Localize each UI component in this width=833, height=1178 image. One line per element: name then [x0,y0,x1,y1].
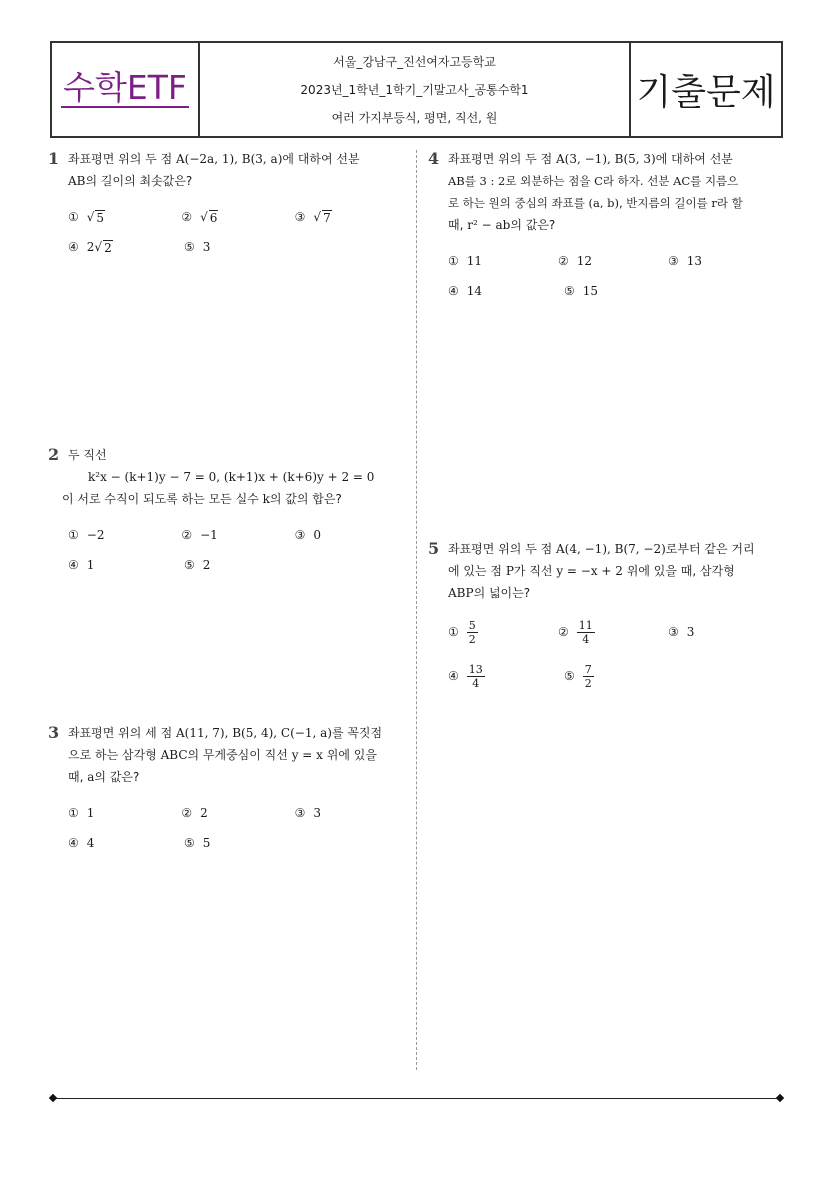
choice-3[interactable]: ③ 13 [668,254,703,268]
choice-1[interactable]: ① −2 [68,528,105,542]
logo: 수학ETF [63,67,187,107]
problem-3 [48,722,408,858]
point-p: P [505,564,514,578]
problem-text: 좌표평면 위의 두 점 [448,152,553,166]
choices [448,610,778,698]
problem-text: 가 직선 [513,564,553,578]
problem-text: 위에 있을 때, 삼각형 [626,564,735,578]
segment: AB [68,174,86,188]
triangle: ABC [160,748,188,762]
ratio: 3 : 2 [479,174,506,188]
problem-number: 2 [48,445,60,464]
problem-text: 좌표평면 위의 두 점 [68,152,173,166]
point-c: C [594,174,603,188]
problem-text: 좌표평면 위의 세 점 [68,726,173,740]
choices [68,798,408,858]
problem-number: 4 [428,149,440,168]
choice-5[interactable]: ⑤ 2 [184,558,211,572]
problem-text: 를 [464,174,476,188]
variable: r [711,196,717,210]
choice-5[interactable]: ⑤ 3 [184,240,211,254]
problem-text: 의 값의 합은? [269,492,342,506]
choice-3[interactable]: ③ 3 [668,625,695,639]
choices [68,202,408,262]
problem-5 [428,538,778,698]
problem-1 [48,148,408,262]
equation: k²x − (k+1)y − 7 = 0, (k+1)x + (k+6)y + 2 = 0 [88,470,375,484]
choice-2[interactable]: ② $\frac{11}{4}$ [558,618,593,646]
problem-text: 위에 있을 [326,748,377,762]
problem-text: 로 하는 원의 중심의 좌표를 [448,196,585,210]
problem-text: 의 값은? [94,770,140,784]
choice-5[interactable]: ⑤ 5 [184,836,211,850]
variable: k [262,492,270,506]
problem-text: 의 무게중심이 직선 [187,748,288,762]
problem-text: 를 꼭짓점 [331,726,383,740]
problem-2 [48,444,408,580]
variable: a [87,770,95,784]
problem-text: 로 외분하는 점을 [505,174,591,188]
choice-4[interactable]: ④ 2 √ 2 [68,240,112,255]
problem-text: 으로 하는 삼각형 [68,748,157,762]
exam-title: 2023년_1학년_1학기_기말고사_공통수학1 [300,82,529,97]
center-coord: (a, b) [588,196,619,210]
footer-rule [54,1098,780,1099]
choice-1[interactable]: ① √ 5 [68,210,105,225]
points: A(3, −1), B(5, 3) [556,152,656,166]
choice-5[interactable]: ⑤ 15 [564,284,599,298]
column-divider [416,150,417,1070]
diamond-icon [49,1094,57,1102]
problem-number: 1 [48,149,60,168]
choice-2[interactable]: ② 2 [181,806,208,820]
triangle: ABP [448,586,474,600]
choices [68,520,408,580]
segment: AB [448,174,465,188]
problem-text: 로부터 같은 거리 [665,542,755,556]
problem-text: 이 서로 수직이 되도록 하는 모든 실수 [62,492,259,506]
choice-5[interactable]: ⑤ $\frac{7}{2}$ [564,662,592,690]
problem-text: , 반지름의 길이를 [619,196,708,210]
points: A(11, 7), B(5, 4), C(−1, a) [176,726,332,740]
choice-3[interactable]: ③ 3 [294,806,322,820]
logo-box [52,43,200,136]
choice-4[interactable]: ④ 1 [68,558,95,572]
point-b: B(3, a) [241,152,283,166]
expression: r² − ab [467,218,511,232]
problem-number: 3 [48,723,60,742]
exam-info [200,43,631,136]
points: A(4, −1), B(7, −2) [556,542,666,556]
problem-text: 에 있는 점 [448,564,502,578]
point-a: A(−2a, 1), [176,152,238,166]
problem-text: 를 지름으 [690,174,739,188]
problem-text: 의 넓이는? [473,586,531,600]
choice-1[interactable]: ① 1 [68,806,95,820]
problem-text: 의 길이의 최솟값은? [85,174,193,188]
choices [448,246,778,306]
problem-text: 두 직선 [68,448,107,462]
choice-1[interactable]: ① 11 [448,254,483,268]
diamond-icon [776,1094,784,1102]
line-equation: y = −x + 2 [556,564,623,578]
problem-text: 좌표평면 위의 두 점 [448,542,553,556]
problem-text: 라 할 [716,196,743,210]
problem-text: 때, [68,770,84,784]
school-name: 서울_강남구_진선여자고등학교 [333,55,496,70]
choice-2[interactable]: ② −1 [181,528,218,542]
problem-number: 5 [428,539,440,558]
choice-4[interactable]: ④ 4 [68,836,95,850]
problem-text: 때, [448,218,464,232]
line-equation: y = x [291,748,323,762]
choice-3[interactable]: ③ 0 [294,528,322,542]
problem-text: 에 대하여 선분 [655,152,733,166]
segment: AC [673,174,691,188]
choice-4[interactable]: ④ $\frac{13}{4}$ [448,662,483,690]
choice-4[interactable]: ④ 14 [448,284,483,298]
choice-1[interactable]: ① $\frac{5}{2}$ [448,618,476,646]
problem-4 [428,148,778,306]
choice-2[interactable]: ② 12 [558,254,593,268]
problem-text: 에 대하여 선분 [282,152,360,166]
problem-text: 라 하자. 선분 [602,174,670,188]
exam-topics: 여러 가지부등식, 평면, 직선, 원 [331,110,498,125]
choice-3[interactable]: ③ √ 7 [294,210,331,225]
exam-header [50,41,783,138]
choice-2[interactable]: ② √ 6 [181,210,218,225]
header-label: 기출문제 [636,72,776,113]
problem-text: 의 값은? [510,218,556,232]
